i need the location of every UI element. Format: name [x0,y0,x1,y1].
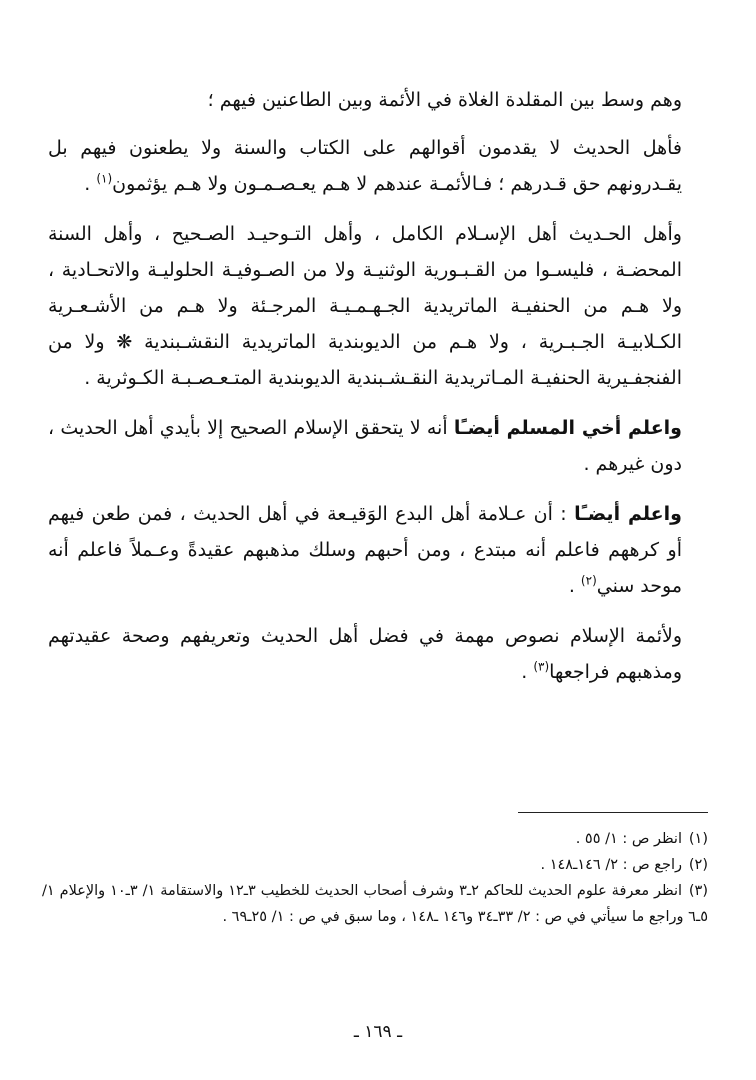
footnote-divider [518,812,708,813]
footnote-text: انظر معرفة علوم الحديث للحاكم ٢ـ٣ وشرف أصحاب الحديث للخطيب ٣ـ١٢ والاستقامة ١/ ٣ـ١٠ والإعلام ١/ ٥ـ٦ وراجع ما سيأتي في ص : ٢/ ٣٣ـ٣٤ و١٤٦ ـ١٤٨ ، وما سبق في ص : ١/ ٢٥ـ٦٩ . [42,883,708,925]
paragraph-6-end: . [521,661,534,683]
footnote-1 [42,826,708,852]
paragraph-5-lead: واعلم أيضـًا [574,503,682,525]
footnote-ref-3: (٣) [533,659,550,674]
page-number: ـ ١٦٩ ـ [353,1022,403,1042]
footnote-number: (٢) [688,857,708,873]
footnote-number: (١) [688,831,708,847]
paragraph-5 [48,496,708,604]
paragraph-6-text: ولأئمة الإسلام نصوص مهمة في فضل أهل الحديث وتعريفهم وصحة عقيدتهم ومذهبهم فراجعها [48,625,682,683]
paragraph-1: وهم وسط بين المقلدة الغلاة في الأئمة وبين الطاعنين فيهم ؛ [207,89,682,111]
footnotes [42,826,708,930]
footnote-ref-1: (١) [96,171,113,186]
main-text [48,82,708,690]
footnote-2 [42,852,708,878]
footnote-text: راجع ص : ٢/ ١٤٦ـ١٤٨ . [540,857,682,873]
paragraph-4 [48,410,708,482]
footnote-text: انظر ص : ١/ ٥٥ . [575,831,682,847]
paragraph-5-text: : أن عـلامة أهل البدع الوَقيـعة في أهل الحديث ، فمن طعن فيهم أو كرههم فاعلم أنه مبتدع ، ومن أحبهم وسلك مذهبهم عقيدةً وعـملاً فاعلم أنه موحد سني [48,503,682,597]
footnote-3 [42,878,708,930]
paragraph-2 [48,130,708,202]
paragraph-3: وأهل الحـديث أهل الإسـلام الكامل ، وأهل التـوحيـد الصـحيح ، وأهل السنة المحضـة ، فليسـوا من القـبـورية الوثنيـة ولا من الصـوفيـة الحلوليـة والاتحـادية ، ولا هـم من الحنفيـة الماتريدية الجـهـمـيـة المرجـئة ولا هـم من الأشـعـرية الكـلابيـة الجـبـرية ، ولا هـم من الديوبندية الماتريدية النقشـبندية ❋ ولا من الفنجفـيرية الحنفيـة المـاتريدية النقـشـبندية الديوبندية المتـعـصـبـة الكـوثرية . [48,223,682,389]
paragraph-2-text: فأهل الحديث لا يقدمون أقوالهم على الكتاب والسنة ولا يطعنون فيهم بل يقـدرونهم حق قـدرهم ؛ فـالأئمـة عندهم لا هـم يعـصـمـون ولا هـم يؤثمون [48,137,682,195]
paragraph-5-end: . [568,575,581,597]
footnote-number: (٣) [688,883,709,899]
paragraph-2-end: . [84,173,97,195]
paragraph-4-text: أنه لا يتحقق الإسلام الصحيح إلا بأيدي أهل الحديث ، دون غيرهم . [48,417,682,475]
paragraph-6 [48,618,708,690]
paragraph-4-lead: واعلم أخي المسلم أيضـًا [453,417,682,439]
footnote-ref-2: (٢) [580,573,597,588]
